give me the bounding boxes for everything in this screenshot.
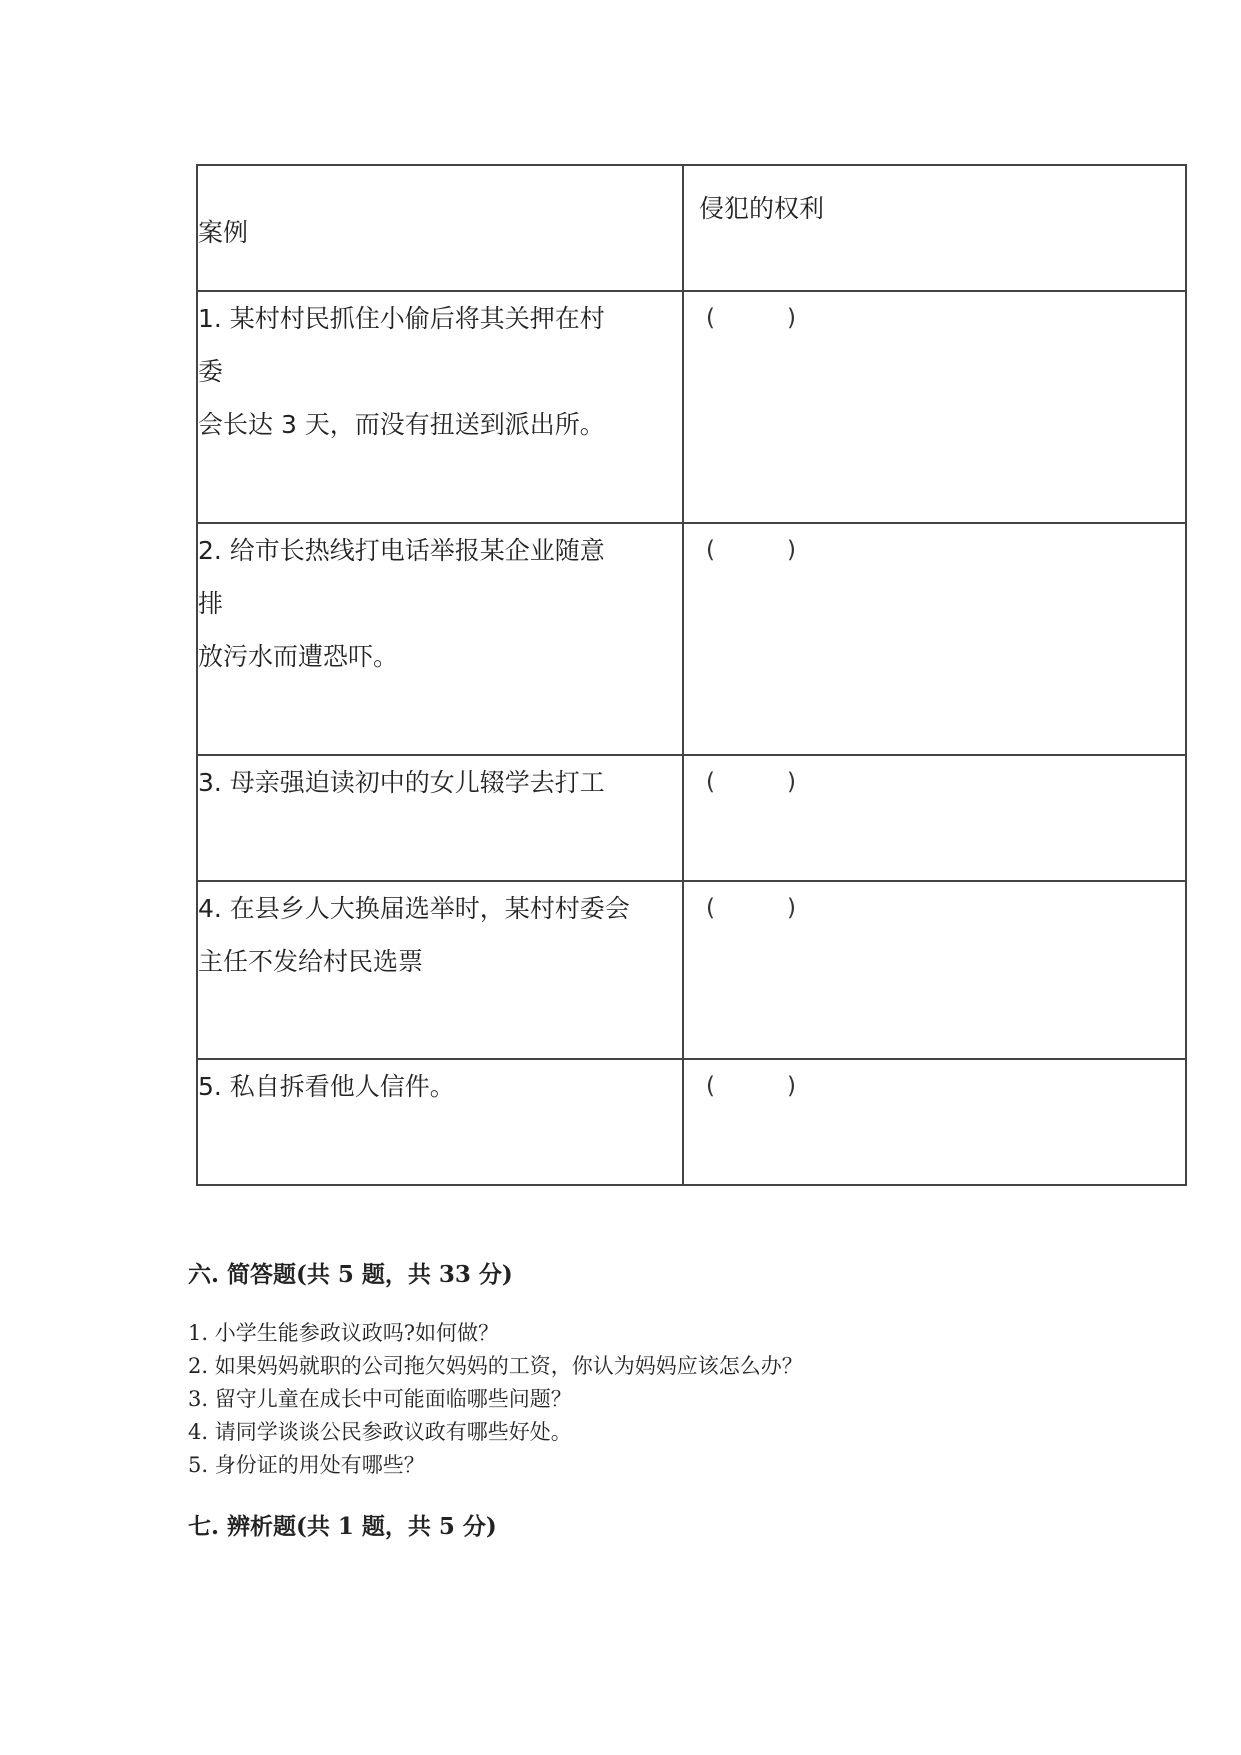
case-text-line: 会长达 3 天，而没有扭送到派出所。 bbox=[198, 410, 605, 439]
case-text-line: 放污水而遭恐吓。 bbox=[198, 642, 399, 671]
table-row bbox=[197, 291, 1186, 523]
blank-close-paren: ) bbox=[786, 305, 796, 331]
answer-blank[interactable] bbox=[684, 882, 1185, 935]
header-case-label: 案例 bbox=[198, 218, 249, 247]
cases-table bbox=[196, 164, 1187, 1186]
table-row bbox=[197, 1059, 1186, 1185]
case-cell bbox=[197, 291, 683, 523]
blank-close-paren: ) bbox=[786, 769, 796, 795]
table-row bbox=[197, 755, 1186, 881]
answer-cell[interactable] bbox=[683, 291, 1186, 523]
case-text-line: 5. 私自拆看他人信件。 bbox=[198, 1072, 455, 1101]
case-text-line: 委 bbox=[198, 357, 224, 386]
question-item: 2. 如果妈妈就职的公司拖欠妈妈的工资，你认为妈妈应该怎么办？ bbox=[188, 1354, 803, 1378]
blank-close-paren: ) bbox=[786, 1073, 796, 1099]
blank-open-paren: ( bbox=[706, 895, 715, 921]
table-row bbox=[197, 881, 1186, 1059]
case-text-line: 4. 在县乡人大换届选举时，某村村委会 bbox=[198, 894, 630, 923]
question-item: 1. 小学生能参政议政吗?如何做？ bbox=[188, 1321, 499, 1345]
blank-close-paren: ) bbox=[786, 895, 796, 921]
table-header-row bbox=[197, 165, 1186, 291]
case-text-line: 3. 母亲强迫读初中的女儿辍学去打工 bbox=[198, 768, 605, 797]
question-item: 3. 留守儿童在成长中可能面临哪些问题？ bbox=[188, 1387, 572, 1411]
answer-blank[interactable] bbox=[684, 524, 1185, 577]
header-right-cell bbox=[683, 165, 1186, 291]
question-list bbox=[188, 1317, 803, 1482]
case-text-line: 主任不发给村民选票 bbox=[198, 947, 424, 976]
blank-open-paren: ( bbox=[706, 537, 715, 563]
answer-cell[interactable] bbox=[683, 881, 1186, 1059]
case-cell bbox=[197, 881, 683, 1059]
section-7-title: 七. 辨析题(共 1 题，共 5 分) bbox=[188, 1513, 497, 1540]
case-cell bbox=[197, 1059, 683, 1185]
answer-blank[interactable] bbox=[684, 756, 1185, 809]
blank-open-paren: ( bbox=[706, 1073, 715, 1099]
header-right-label: 侵犯的权利 bbox=[699, 194, 825, 223]
answer-cell[interactable] bbox=[683, 523, 1186, 755]
case-cell bbox=[197, 755, 683, 881]
answer-blank[interactable] bbox=[684, 292, 1185, 345]
header-case-cell bbox=[197, 165, 683, 291]
case-text-line: 排 bbox=[198, 589, 224, 618]
case-cell bbox=[197, 523, 683, 755]
section-6-title: 六. 简答题(共 5 题，共 33 分) bbox=[188, 1261, 513, 1288]
case-text-line: 2. 给市长热线打电话举报某企业随意 bbox=[198, 536, 605, 565]
table-row bbox=[197, 523, 1186, 755]
answer-cell[interactable] bbox=[683, 755, 1186, 881]
blank-open-paren: ( bbox=[706, 305, 715, 331]
answer-blank[interactable] bbox=[684, 1060, 1185, 1113]
answer-cell[interactable] bbox=[683, 1059, 1186, 1185]
case-text-line: 1. 某村村民抓住小偷后将其关押在村 bbox=[198, 304, 605, 333]
blank-open-paren: ( bbox=[706, 769, 715, 795]
blank-close-paren: ) bbox=[786, 537, 796, 563]
question-item: 5. 身份证的用处有哪些？ bbox=[188, 1453, 425, 1477]
question-item: 4. 请同学谈谈公民参政议政有哪些好处。 bbox=[188, 1420, 572, 1444]
